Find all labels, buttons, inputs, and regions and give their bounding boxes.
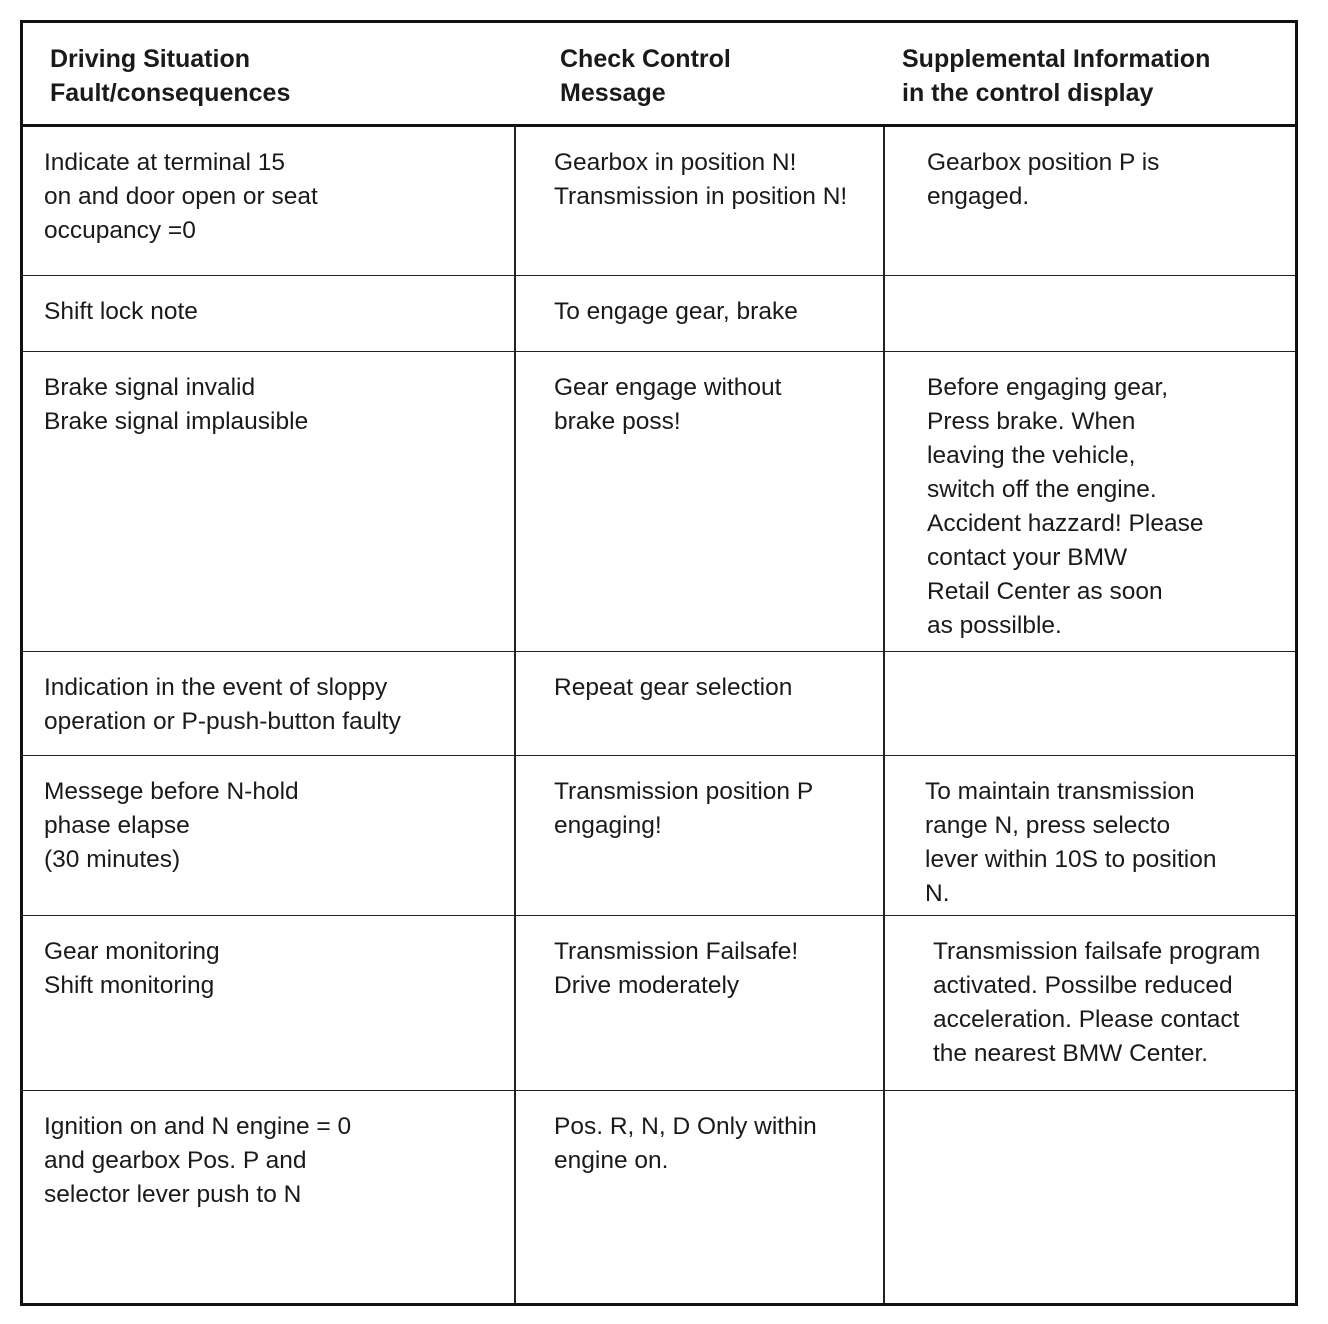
- info-cell: To maintain transmission range N, press selecto lever within 10S to position N.: [884, 755, 1298, 915]
- header-supplemental-information: Supplemental Information in the control display: [884, 20, 1298, 125]
- message-cell: Transmission position P engaging!: [515, 755, 884, 915]
- info-cell: Before engaging gear, Press brake. When leaving the vehicle, switch off the engine. Accident hazzard! Please contact your BMW Retail Center as soon as possilble.: [884, 351, 1298, 651]
- info-cell: Gearbox position P is engaged.: [884, 125, 1298, 275]
- situation-cell: Messege before N-hold phase elapse (30 minutes): [20, 755, 515, 915]
- table-outer-border: [20, 20, 1298, 1306]
- message-cell: Repeat gear selection: [515, 651, 884, 755]
- message-cell: Transmission Failsafe! Drive moderately: [515, 915, 884, 1090]
- situation-cell: Gear monitoring Shift monitoring: [20, 915, 515, 1090]
- header-driving-situation: Driving Situation Fault/consequences: [20, 20, 515, 125]
- message-cell: To engage gear, brake: [515, 275, 884, 351]
- message-cell: Gear engage without brake poss!: [515, 351, 884, 651]
- situation-cell: Brake signal invalid Brake signal implausible: [20, 351, 515, 651]
- header-check-control-message: Check Control Message: [515, 20, 884, 125]
- message-cell: Pos. R, N, D Only within engine on.: [515, 1090, 884, 1306]
- situation-cell: Indication in the event of sloppy operation or P-push-button faulty: [20, 651, 515, 755]
- situation-cell: Shift lock note: [20, 275, 515, 351]
- situation-cell: Indicate at terminal 15 on and door open or seat occupancy =0: [20, 125, 515, 275]
- situation-cell: Ignition on and N engine = 0 and gearbox Pos. P and selector lever push to N: [20, 1090, 515, 1306]
- info-cell: Transmission failsafe program activated. Possilbe reduced acceleration. Please contact the nearest BMW Center.: [884, 915, 1298, 1090]
- message-cell: Gearbox in position N! Transmission in position N!: [515, 125, 884, 275]
